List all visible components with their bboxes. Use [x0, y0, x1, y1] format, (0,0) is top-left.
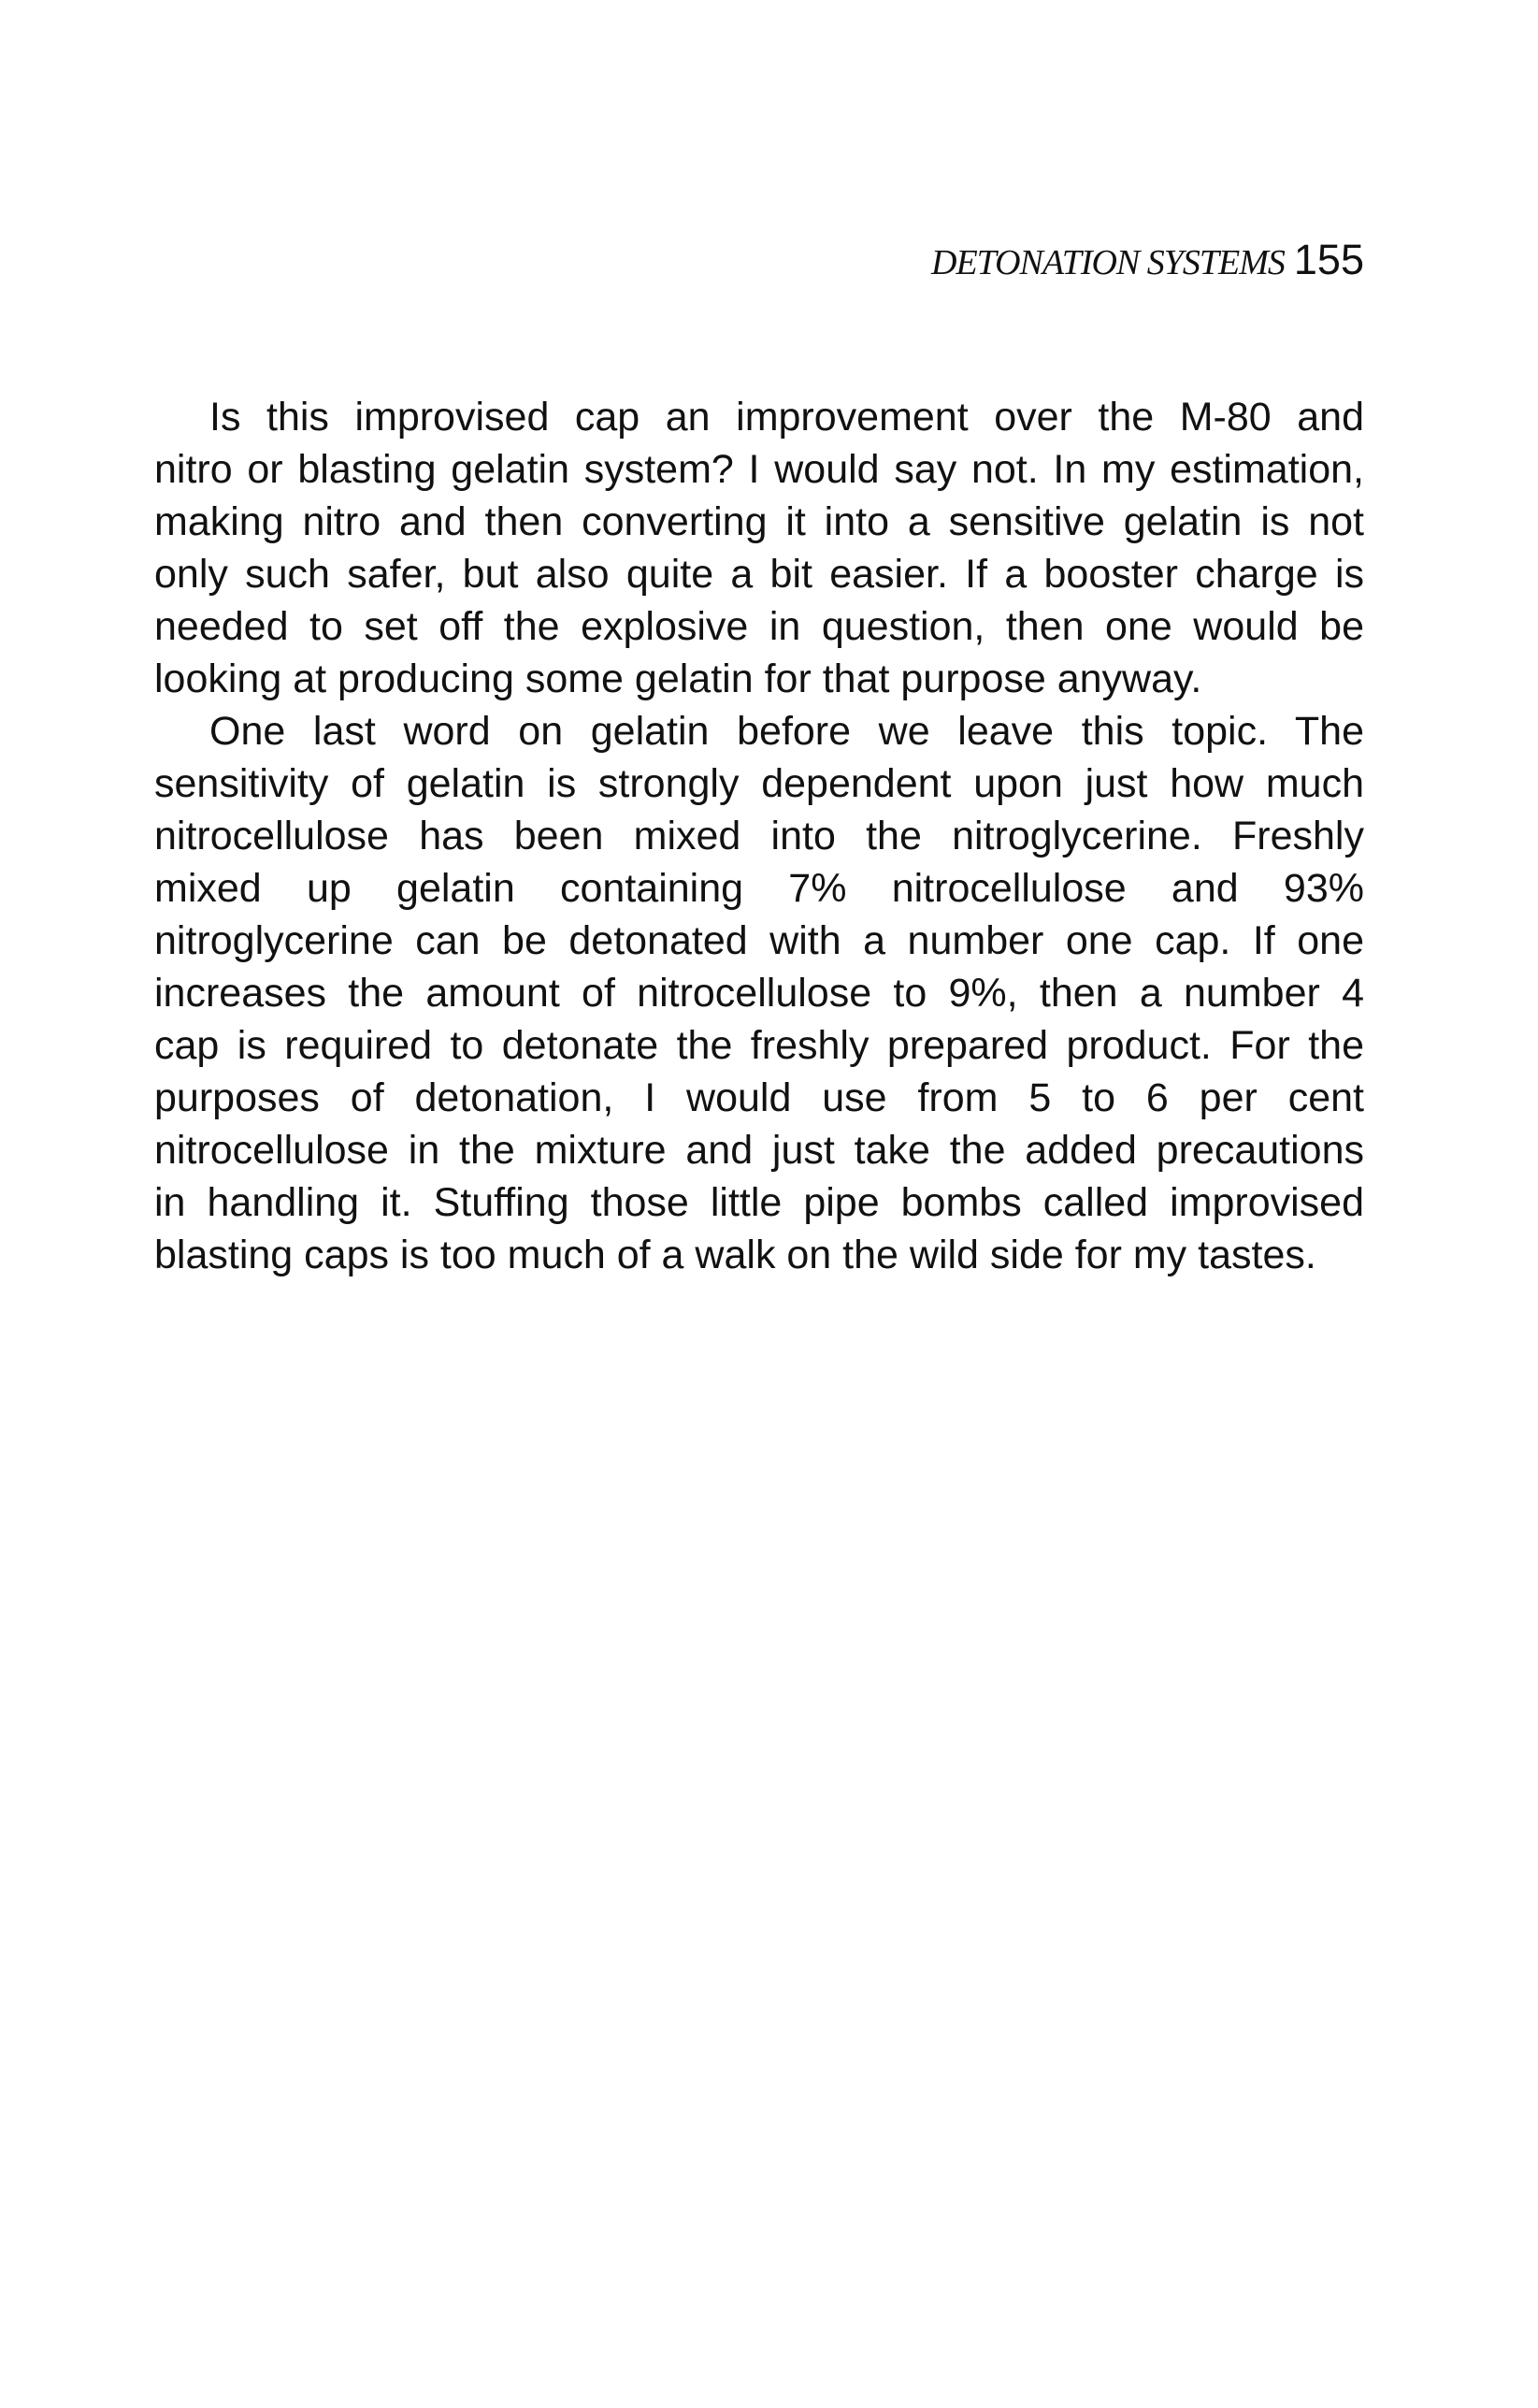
paragraph [154, 705, 1364, 1281]
text-line: nitrocellulose has been mixed into the nitroglycerine. Freshly [154, 814, 1364, 858]
text-line: blasting caps is too much of a walk on the wild side for my tastes. [154, 1233, 1316, 1277]
running-title: DETONATION SYSTEMS [931, 243, 1285, 282]
text-line: increases the amount of nitrocellulose to 9%, then a number 4 [154, 971, 1364, 1016]
text-line: nitrocellulose in the mixture and just take the added precautions [154, 1128, 1364, 1173]
text-line: purposes of detonation, I would use from 5 to 6 per cent [154, 1075, 1364, 1120]
text-line: making nitro and then converting it into a sensitive gelatin is not [154, 499, 1364, 544]
text-line: One last word on gelatin before we leave this topic. The [209, 709, 1364, 754]
text-line: cap is required to detonate the freshly prepared product. For the [154, 1023, 1364, 1068]
body-text [154, 391, 1364, 1281]
text-line: needed to set off the explosive in question, then one would be [154, 604, 1364, 649]
text-line: nitroglycerine can be detonated with a number one cap. If one [154, 918, 1364, 963]
text-line: in handling it. Stuffing those little pipe bombs called improvised [154, 1180, 1364, 1225]
text-line: looking at producing some gelatin for that purpose anyway. [154, 656, 1202, 701]
text-line: sensitivity of gelatin is strongly dependent upon just how much [154, 761, 1364, 806]
running-header [931, 236, 1364, 284]
text-line: mixed up gelatin containing 7% nitrocellulose and 93% [154, 866, 1364, 911]
paragraph [154, 391, 1364, 705]
text-line: only such safer, but also quite a bit easier. If a booster charge is [154, 552, 1364, 597]
text-line: Is this improvised cap an improvement over the M-80 and [209, 395, 1364, 440]
text-line: nitro or blasting gelatin system? I would say not. In my estimation, [154, 447, 1364, 492]
page-number: 155 [1293, 236, 1364, 283]
